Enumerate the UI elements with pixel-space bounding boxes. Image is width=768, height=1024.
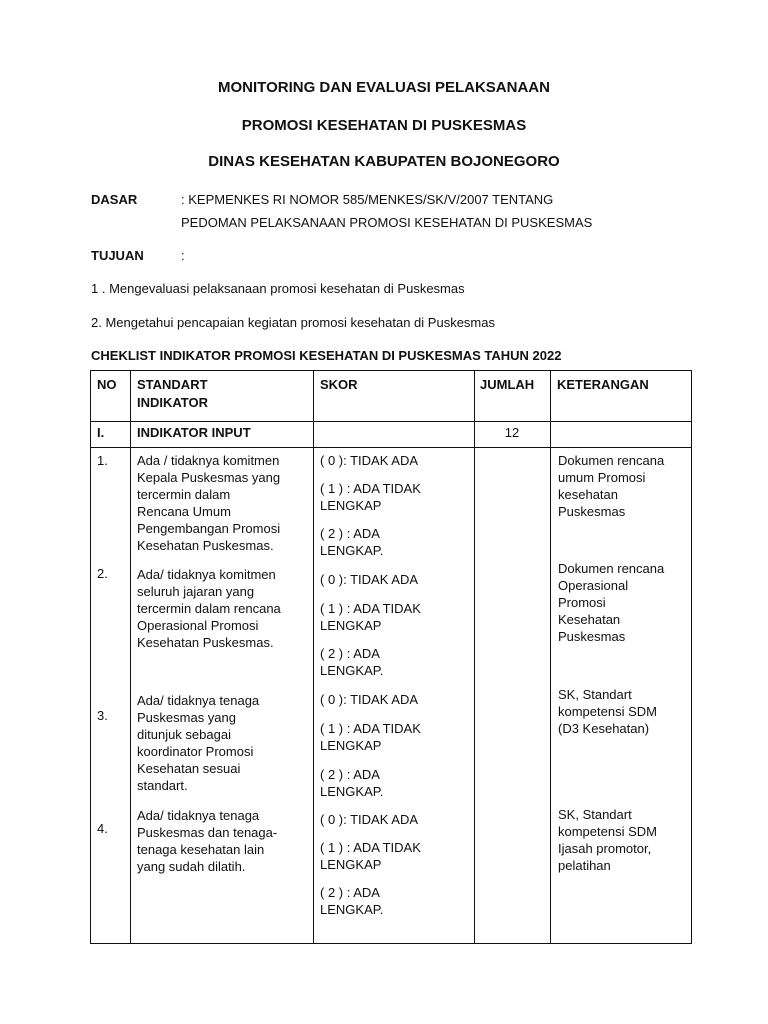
page-subtitle: PROMOSI KESEHATAN DI PUSKESMAS — [241, 117, 527, 134]
row-3-skor-1: ( 1 ) : ADA TIDAK — [320, 721, 421, 736]
table-border-bottom — [90, 943, 692, 944]
row-3-skor-2: ( 2 ) : ADA — [320, 767, 380, 782]
header-indikator-line-1: STANDART — [137, 377, 208, 392]
checklist-title: CHEKLIST INDIKATOR PROMOSI KESEHATAN DI PUSKESMAS TAHUN 2022 — [91, 348, 562, 363]
row-2-skor-0: ( 0 ): TIDAK ADA — [320, 572, 419, 587]
section-no: I. — [97, 425, 105, 440]
table-header-divider — [90, 421, 692, 422]
row-3-indikator: Ada/ tidaknya tenaga Puskesmas yang ditunjuk sebagai koordinator Promosi Kesehatan sesuai standart. — [137, 693, 260, 793]
row-3-skor-1b: LENGKAP — [320, 738, 382, 753]
header-skor: SKOR — [320, 377, 358, 392]
row-1-indikator: Ada / tidaknya komitmen Kepala Puskesmas yang tercermin dalam Rencana Umum Pengembangan Promosi Kesehatan Puskesmas. — [137, 453, 281, 553]
table-col-divider-3 — [474, 370, 475, 944]
table-border-left — [90, 370, 91, 944]
row-2-indikator: Ada/ tidaknya komitmen seluruh jajaran yang tercermin dalam rencana Operasional Promosi Kesehatan Puskesmas. — [137, 567, 281, 650]
tujuan-item-2: 2. Mengetahui pencapaian kegiatan promosi kesehatan di Puskesmas — [91, 315, 495, 330]
table-border-right — [691, 370, 692, 944]
row-4-indikator: Ada/ tidaknya tenaga Puskesmas dan tenaga- tenaga kesehatan lain yang sudah dilatih. — [137, 808, 278, 874]
row-1-no: 1. — [97, 453, 108, 468]
table-col-divider-4 — [550, 370, 551, 944]
header-indikator-line-2: INDIKATOR — [137, 395, 209, 410]
row-4-skor-1b: LENGKAP — [320, 857, 382, 872]
row-2-no: 2. — [97, 566, 108, 581]
row-4-no: 4. — [97, 821, 108, 836]
row-3-keterangan: SK, Standart kompetensi SDM (D3 Kesehatan) — [558, 687, 657, 736]
dasar-line-2: PEDOMAN PELAKSANAAN PROMOSI KESEHATAN DI PUSKESMAS — [181, 215, 593, 230]
section-jumlah: 12 — [504, 425, 520, 440]
table-col-divider-1 — [130, 370, 131, 944]
row-1-skor-2b: LENGKAP. — [320, 543, 384, 558]
row-2-skor-2b: LENGKAP. — [320, 663, 384, 678]
tujuan-item-1: 1 . Mengevaluasi pelaksanaan promosi kesehatan di Puskesmas — [91, 281, 465, 296]
row-1-skor-2: ( 2 ) : ADA — [320, 526, 380, 541]
page-department: DINAS KESEHATAN KABUPATEN BOJONEGORO — [208, 153, 560, 170]
row-4-skor-1: ( 1 ) : ADA TIDAK — [320, 840, 421, 855]
row-2-skor-1: ( 1 ) : ADA TIDAK — [320, 601, 421, 616]
header-jumlah: JUMLAH — [480, 377, 535, 392]
tujuan-colon: : — [181, 248, 185, 263]
row-4-skor-0: ( 0 ): TIDAK ADA — [320, 812, 419, 827]
row-3-no: 3. — [97, 708, 108, 723]
row-4-skor-2b: LENGKAP. — [320, 902, 384, 917]
dasar-line-1: : KEPMENKES RI NOMOR 585/MENKES/SK/V/2007 TENTANG — [181, 192, 554, 207]
table-col-divider-2 — [313, 370, 314, 944]
row-4-keterangan: SK, Standart kompetensi SDM Ijasah promotor, pelatihan — [558, 807, 657, 873]
row-2-skor-1b: LENGKAP — [320, 618, 382, 633]
table-border-top — [90, 370, 692, 371]
header-no: NO — [97, 377, 117, 392]
header-keterangan: KETERANGAN — [557, 377, 649, 392]
row-2-keterangan: Dokumen rencana Operasional Promosi Kesehatan Puskesmas — [558, 561, 665, 644]
row-2-skor-2: ( 2 ) : ADA — [320, 646, 380, 661]
row-4-skor-2: ( 2 ) : ADA — [320, 885, 380, 900]
section-label: INDIKATOR INPUT — [137, 425, 251, 440]
page-title: MONITORING DAN EVALUASI PELAKSANAAN — [218, 79, 550, 96]
row-1-skor-1: ( 1 ) : ADA TIDAK — [320, 481, 421, 496]
row-1-skor-1b: LENGKAP — [320, 498, 382, 513]
tujuan-label: TUJUAN — [91, 248, 144, 263]
row-1-skor-0: ( 0 ): TIDAK ADA — [320, 453, 419, 468]
dasar-label: DASAR — [91, 192, 138, 207]
row-1-keterangan: Dokumen rencana umum Promosi kesehatan Puskesmas — [558, 453, 665, 519]
row-3-skor-0: ( 0 ): TIDAK ADA — [320, 692, 419, 707]
row-3-skor-2b: LENGKAP. — [320, 784, 384, 799]
table-section-divider — [90, 447, 692, 448]
